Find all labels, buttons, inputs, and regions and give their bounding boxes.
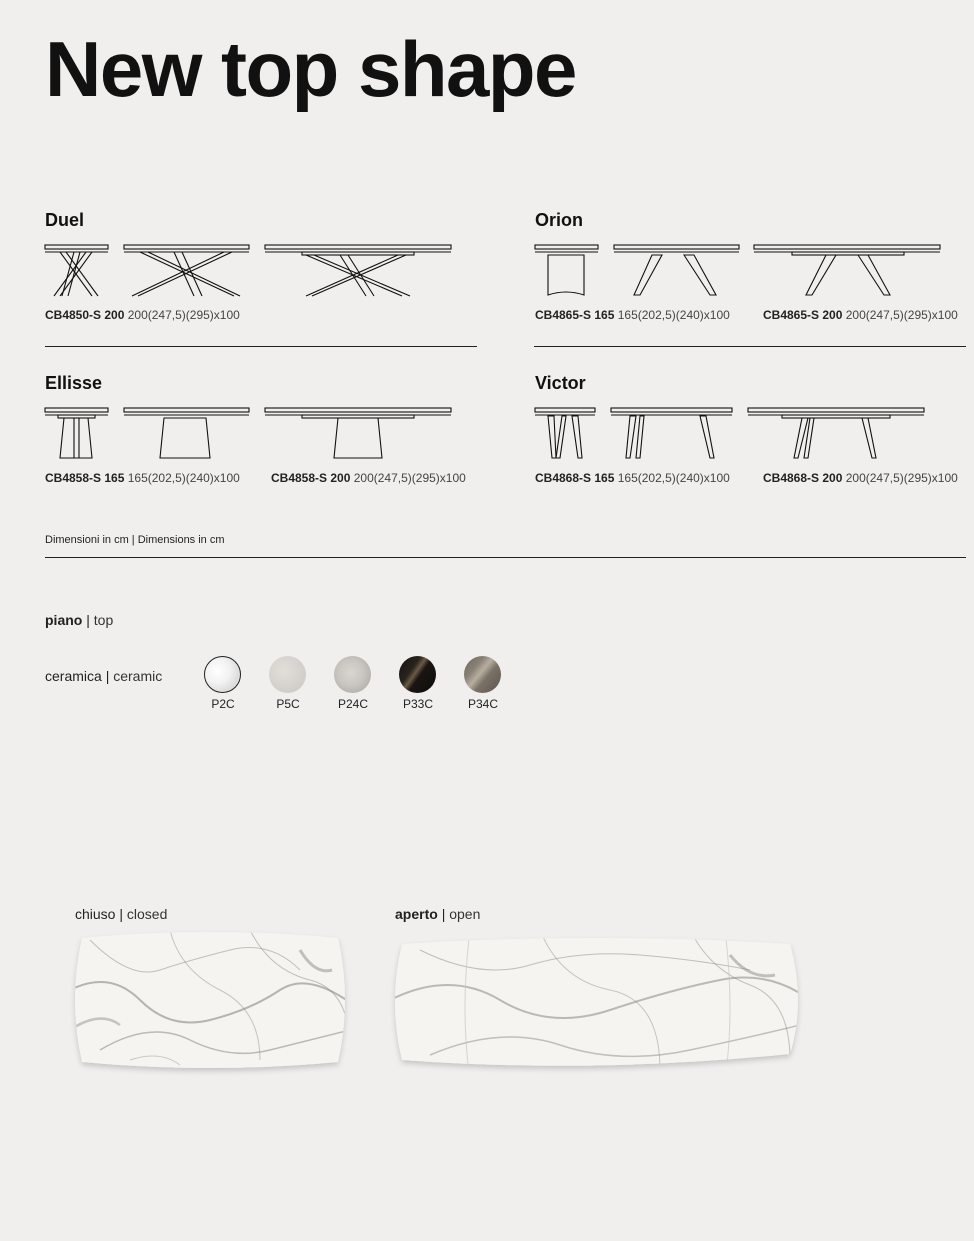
ellisse-code-2: CB4858-S 200 xyxy=(271,471,351,485)
finish-swatch-p2c[interactable] xyxy=(204,656,243,711)
duel-dims: 200(247,5)(295)x100 xyxy=(127,308,240,322)
swatch-code: P24C xyxy=(337,697,369,711)
victor-drawings xyxy=(534,406,954,464)
swatch-code: P2C xyxy=(211,697,235,711)
label-closed xyxy=(75,906,167,922)
model-name-victor: Victor xyxy=(535,373,586,393)
finish-swatch-p24c[interactable] xyxy=(334,656,373,711)
ellisse-drawings xyxy=(44,406,484,464)
divider xyxy=(534,346,966,347)
swatch-code: P33C xyxy=(402,697,434,711)
orion-drawings xyxy=(534,243,954,301)
label-en: ceramic xyxy=(113,668,163,684)
finish-swatch-p34c[interactable] xyxy=(464,656,503,711)
victor-dims-2: 200(247,5)(295)x100 xyxy=(845,471,958,485)
divider xyxy=(45,557,966,558)
duel-code: CB4850-S 200 xyxy=(45,308,125,322)
orion-code-2: CB4865-S 200 xyxy=(763,308,843,322)
model-name-orion: Orion xyxy=(535,210,583,230)
label-en: closed xyxy=(126,906,168,922)
label-it: chiuso xyxy=(75,906,116,922)
swatch-code: P34C xyxy=(467,697,499,711)
tabletop-open-image xyxy=(390,930,810,1080)
divider xyxy=(45,346,477,347)
section-label-top xyxy=(45,612,113,628)
swatch-code: P5C xyxy=(276,697,300,711)
victor-code-line-2 xyxy=(763,471,958,485)
label-en: top xyxy=(93,612,114,628)
label-sep: | xyxy=(441,906,446,922)
victor-code-2: CB4868-S 200 xyxy=(763,471,843,485)
victor-dims-1: 165(202,5)(240)x100 xyxy=(617,471,730,485)
label-sep: | xyxy=(105,668,110,684)
orion-dims-1: 165(202,5)(240)x100 xyxy=(617,308,730,322)
ellisse-code-line-2 xyxy=(271,471,466,485)
swatch-circle[interactable] xyxy=(464,656,501,693)
label-sep: | xyxy=(119,906,123,922)
label-it: piano xyxy=(45,612,83,628)
label-it: aperto xyxy=(395,906,438,922)
label-sep: | xyxy=(86,612,90,628)
swatch-circle[interactable] xyxy=(204,656,241,693)
ellisse-code-1: CB4858-S 165 xyxy=(45,471,125,485)
section-label-ceramic xyxy=(45,668,162,684)
label-it: ceramica xyxy=(45,668,102,684)
orion-code-1: CB4865-S 165 xyxy=(535,308,615,322)
swatch-circle[interactable] xyxy=(334,656,371,693)
orion-code-line-1 xyxy=(535,308,730,322)
page-title: New top shape xyxy=(45,25,576,113)
victor-code-line-1 xyxy=(535,471,730,485)
finish-swatch-p5c[interactable] xyxy=(269,656,308,711)
orion-code-line-2 xyxy=(763,308,958,322)
orion-dims-2: 200(247,5)(295)x100 xyxy=(845,308,958,322)
swatch-circle[interactable] xyxy=(399,656,436,693)
label-en: open xyxy=(449,906,481,922)
ellisse-code-line-1 xyxy=(45,471,240,485)
victor-code-1: CB4868-S 165 xyxy=(535,471,615,485)
model-name-ellisse: Ellisse xyxy=(45,373,103,393)
model-name-duel: Duel xyxy=(45,210,85,230)
label-open xyxy=(395,906,480,922)
finish-swatch-p33c[interactable] xyxy=(399,656,438,711)
ellisse-dims-2: 200(247,5)(295)x100 xyxy=(353,471,466,485)
ellisse-dims-1: 165(202,5)(240)x100 xyxy=(127,471,240,485)
swatch-circle[interactable] xyxy=(269,656,306,693)
dimensions-note: Dimensioni in cm | Dimensions in cm xyxy=(45,534,225,546)
tabletop-closed-image xyxy=(70,930,360,1080)
duel-code-line xyxy=(45,308,240,322)
duel-drawings xyxy=(44,243,484,301)
